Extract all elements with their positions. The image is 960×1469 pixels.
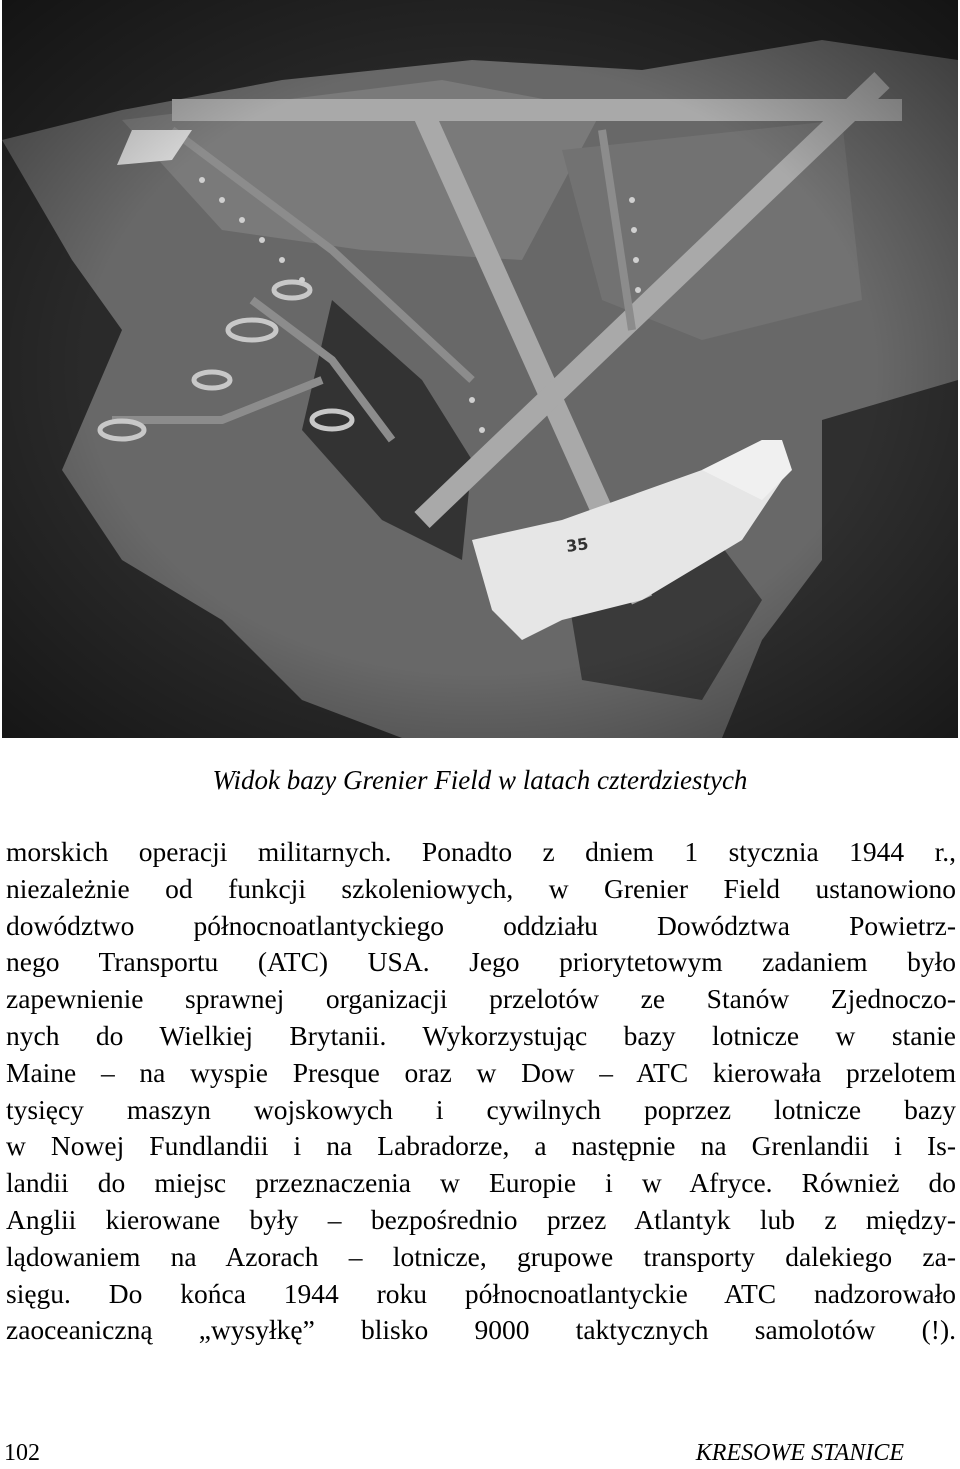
- body-line: tysięcy maszyn wojskowych i cywilnych poprzez lotnicze bazy: [6, 1093, 956, 1125]
- page-number: 102: [4, 1440, 40, 1466]
- running-title: KRESOWE STANICE: [695, 1440, 904, 1466]
- body-line: niezależnie od funkcji szkoleniowych, w Grenier Field ustanowiono: [6, 872, 956, 904]
- body-line: dowództwo północnoatlantyckiego oddziału Dowództwa Powietrz-: [6, 909, 956, 941]
- body-line: w Nowej Fundlandii i na Labradorze, a następnie na Grenlandii i Is-: [6, 1130, 956, 1162]
- body-line: Anglii kierowane były – bezpośrednio przez Atlantyk lub z między-: [6, 1203, 956, 1235]
- photo-vignette: [2, 0, 958, 738]
- airfield-photo-drawing: [2, 0, 958, 738]
- body-line: nych do Wielkiej Brytanii. Wykorzystując bazy lotnicze w stanie: [6, 1019, 956, 1051]
- body-line: landii do miejsc przeznaczenia w Europie i w Afryce. Również do: [6, 1167, 956, 1199]
- body-paragraph: [6, 834, 956, 1349]
- body-line: zapewnienie sprawnej organizacji przelotów ze Stanów Zjednoczo-: [6, 983, 956, 1015]
- body-line: sięgu. Do końca 1944 roku północnoatlantyckie ATC nadzorowało: [6, 1277, 956, 1309]
- body-line: nego Transportu (ATC) USA. Jego priorytetowym zadaniem było: [6, 946, 956, 978]
- body-line: zaoceaniczną „wysyłkę” blisko 9000 taktycznych samolotów (!).: [6, 1314, 956, 1346]
- body-line: Maine – na wyspie Presque oraz w Dow – ATC kierowała przelotem: [6, 1056, 956, 1088]
- body-line: morskich operacji militarnych. Ponadto z dniem 1 stycznia 1944 r.,: [6, 836, 956, 867]
- photo-caption: Widok bazy Grenier Field w latach czterdziestych: [212, 765, 748, 795]
- body-line: lądowaniem na Azorach – lotnicze, grupowe transporty dalekiego za-: [6, 1240, 956, 1272]
- aerial-photo-airfield: [2, 0, 958, 738]
